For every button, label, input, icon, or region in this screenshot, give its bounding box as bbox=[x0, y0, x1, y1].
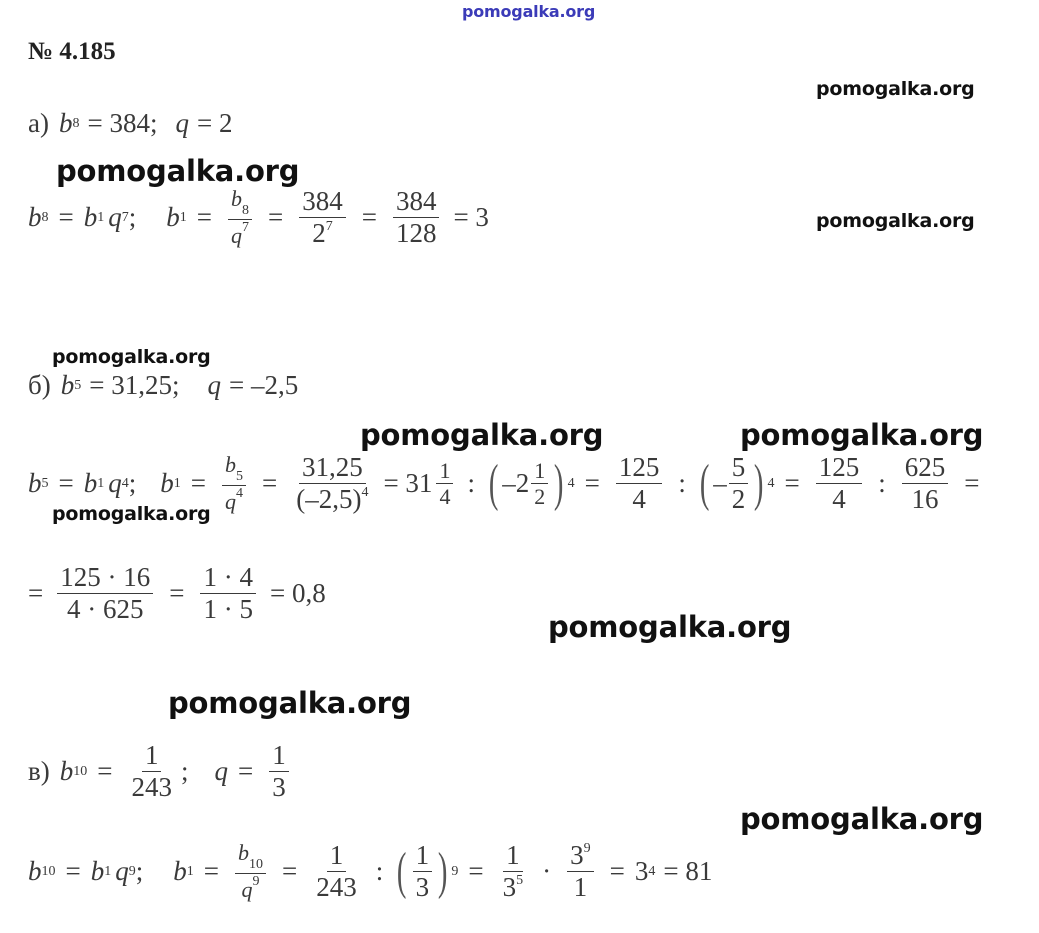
math-token: 5 bbox=[74, 377, 82, 393]
math-token bbox=[500, 872, 527, 903]
math-token: = bbox=[65, 856, 81, 887]
math-token: 8 bbox=[241, 203, 249, 219]
fraction bbox=[902, 452, 949, 515]
math-token: = bbox=[784, 468, 800, 499]
math-token bbox=[235, 840, 266, 874]
math-token: 31,25 bbox=[299, 452, 366, 484]
math-token: · bbox=[542, 856, 552, 887]
math-token: 16 bbox=[911, 484, 939, 515]
math-token: (–2,5) bbox=[296, 484, 362, 515]
math-token: 1 bbox=[186, 863, 194, 879]
part-label: б) bbox=[28, 370, 51, 400]
math-token: 7 bbox=[121, 209, 129, 225]
fraction bbox=[313, 840, 360, 903]
fraction bbox=[567, 840, 594, 903]
math-token bbox=[222, 452, 246, 486]
part-b-solution-continued bbox=[28, 562, 326, 625]
math-token: = bbox=[190, 468, 206, 499]
math-token: = 2 bbox=[196, 108, 233, 138]
math-token: 1 bbox=[503, 840, 523, 872]
math-token: = bbox=[361, 202, 377, 233]
math-token: q bbox=[175, 108, 189, 138]
math-token: 3 bbox=[272, 772, 286, 803]
math-token: = 81 bbox=[663, 856, 713, 887]
watermark: pomogalka.org bbox=[168, 686, 412, 720]
math-token: = bbox=[203, 856, 219, 887]
math-token: 4 bbox=[235, 486, 243, 502]
watermark: pomogalka.org bbox=[816, 78, 975, 100]
math-token: b bbox=[230, 186, 242, 212]
math-token: = –2,5 bbox=[228, 370, 299, 400]
math-token: 243 bbox=[131, 772, 172, 803]
fraction bbox=[729, 452, 749, 515]
math-token: 10 bbox=[248, 857, 263, 873]
math-token: 1 bbox=[142, 740, 162, 772]
math-token: 1 bbox=[104, 863, 112, 879]
math-token: q bbox=[108, 202, 122, 233]
math-token: ( bbox=[699, 454, 710, 512]
math-token: = bbox=[58, 202, 74, 233]
math-token: 2 bbox=[312, 218, 326, 249]
math-token: 1 bbox=[97, 209, 105, 225]
math-token: 3 bbox=[570, 840, 584, 870]
part-label: в) bbox=[28, 756, 50, 787]
part-label: а) bbox=[28, 108, 49, 138]
math-token: = bbox=[261, 468, 278, 499]
math-token: = bbox=[267, 202, 284, 233]
math-token: 1 · 5 bbox=[203, 594, 253, 625]
math-token: b bbox=[83, 202, 98, 233]
math-token: = bbox=[196, 202, 212, 233]
math-token: : bbox=[467, 468, 475, 499]
fraction bbox=[531, 458, 548, 510]
watermark: pomogalka.org bbox=[740, 418, 984, 452]
math-token: ; bbox=[128, 468, 137, 499]
math-token: 1 bbox=[173, 475, 181, 491]
math-token: b bbox=[90, 856, 105, 887]
math-token: 3 bbox=[502, 872, 517, 903]
math-token: q bbox=[214, 756, 228, 787]
fraction bbox=[293, 452, 371, 515]
math-token: – bbox=[713, 468, 727, 499]
math-token: 9 bbox=[451, 863, 459, 879]
problem-number: № 4.185 bbox=[28, 38, 116, 65]
math-token: 4 bbox=[121, 475, 129, 491]
math-token: ; bbox=[128, 202, 137, 233]
fraction bbox=[413, 840, 433, 903]
math-token: 9 bbox=[128, 863, 136, 879]
math-token: 1 bbox=[179, 209, 187, 225]
fraction bbox=[57, 562, 153, 625]
math-token: : bbox=[678, 468, 686, 499]
math-token: = bbox=[238, 756, 254, 787]
math-token: : bbox=[375, 856, 384, 887]
math-token: 7 bbox=[325, 219, 333, 235]
math-token: 4 bbox=[832, 484, 846, 515]
part-b-solution bbox=[28, 452, 990, 515]
math-token: 1 bbox=[413, 840, 433, 872]
math-token: b bbox=[59, 756, 74, 787]
math-token: 2 bbox=[731, 484, 746, 515]
math-token: q bbox=[224, 489, 236, 515]
math-token: 1 bbox=[327, 840, 347, 872]
fraction bbox=[436, 458, 453, 510]
math-token: ; bbox=[135, 856, 144, 887]
math-token: 2 bbox=[534, 484, 546, 510]
part-a-given bbox=[28, 108, 232, 139]
part-b-given bbox=[28, 370, 298, 401]
watermark: pomogalka.org bbox=[52, 503, 211, 525]
math-token bbox=[222, 486, 246, 514]
math-token: 10 bbox=[41, 863, 56, 879]
math-token: = 384; bbox=[87, 108, 158, 138]
math-token: 4 bbox=[567, 475, 575, 491]
math-token: ) bbox=[554, 454, 564, 512]
math-token: ) bbox=[437, 842, 448, 900]
math-token: = bbox=[468, 856, 484, 887]
math-token: 384 bbox=[299, 186, 346, 218]
math-token: = bbox=[28, 578, 44, 609]
math-token: b bbox=[28, 468, 42, 499]
math-token: 5 bbox=[235, 469, 243, 485]
math-token: q bbox=[108, 468, 122, 499]
math-token: = bbox=[58, 468, 74, 499]
math-token: : bbox=[878, 468, 886, 499]
math-token: 4 bbox=[361, 485, 369, 501]
math-token: 4 bbox=[439, 484, 451, 510]
watermark: pomogalka.org bbox=[816, 210, 975, 232]
math-token: 243 bbox=[316, 872, 357, 903]
math-token: 128 bbox=[395, 218, 437, 249]
watermark: pomogalka.org bbox=[360, 418, 604, 452]
math-token: 125 · 16 bbox=[57, 562, 153, 594]
fraction bbox=[500, 840, 527, 903]
math-token: b bbox=[83, 468, 98, 499]
math-token: 8 bbox=[41, 209, 49, 225]
math-token bbox=[228, 186, 252, 220]
math-token: = bbox=[609, 856, 625, 887]
math-token: 1 bbox=[269, 740, 289, 772]
math-token: 5 bbox=[41, 475, 49, 491]
math-token: 4 · 625 bbox=[66, 594, 144, 625]
math-token: = bbox=[97, 756, 113, 787]
fraction bbox=[393, 186, 440, 249]
math-token: 4 bbox=[648, 863, 656, 879]
math-token: ) bbox=[754, 454, 764, 512]
math-token bbox=[309, 218, 336, 249]
math-token: 5 bbox=[729, 452, 749, 484]
math-token: ( bbox=[488, 454, 499, 512]
fraction bbox=[222, 452, 246, 514]
math-token: 1 bbox=[436, 458, 453, 484]
math-token: = bbox=[584, 468, 600, 499]
math-token: b bbox=[60, 370, 75, 400]
math-token: q bbox=[230, 223, 242, 249]
math-token: 4 bbox=[767, 475, 775, 491]
math-token bbox=[228, 220, 252, 248]
math-token: 1 bbox=[531, 458, 548, 484]
math-token: ( bbox=[397, 842, 407, 900]
math-token: q bbox=[115, 856, 129, 887]
fraction bbox=[616, 452, 663, 515]
math-token: 9 bbox=[583, 841, 591, 856]
math-token: = 3 bbox=[453, 202, 489, 233]
math-token: q bbox=[241, 877, 253, 903]
math-token: b bbox=[237, 840, 249, 866]
math-token: 1 bbox=[573, 872, 588, 903]
fraction bbox=[269, 740, 289, 803]
math-token: 9 bbox=[252, 874, 260, 890]
fraction bbox=[128, 740, 175, 803]
math-token: b bbox=[160, 468, 174, 499]
math-token: = bbox=[281, 856, 298, 887]
math-token: = bbox=[964, 468, 980, 499]
math-token: 125 bbox=[816, 452, 863, 484]
math-token: b bbox=[173, 856, 187, 887]
math-token: –2 bbox=[502, 468, 530, 499]
part-a-solution bbox=[28, 186, 489, 249]
part-c-given bbox=[28, 740, 295, 803]
math-token: b bbox=[58, 108, 73, 138]
math-token: = 31,25; bbox=[89, 370, 180, 400]
fraction bbox=[816, 452, 863, 515]
fraction bbox=[228, 186, 252, 248]
math-token: b bbox=[224, 452, 236, 478]
part-c-solution bbox=[28, 840, 712, 903]
math-token bbox=[567, 840, 594, 872]
fraction bbox=[200, 562, 256, 625]
watermark: pomogalka.org bbox=[740, 802, 984, 836]
math-token: 4 bbox=[632, 484, 646, 515]
math-token: 7 bbox=[241, 220, 249, 236]
site-header-link[interactable]: pomogalka.org bbox=[462, 2, 596, 21]
math-token: 3 bbox=[415, 872, 430, 903]
watermark: pomogalka.org bbox=[52, 346, 211, 368]
math-token: ; bbox=[180, 756, 189, 787]
watermark: pomogalka.org bbox=[56, 154, 300, 188]
watermark: pomogalka.org bbox=[548, 610, 792, 644]
math-token: q bbox=[207, 370, 221, 400]
math-token: 5 bbox=[516, 873, 524, 889]
math-token: b bbox=[166, 202, 180, 233]
math-token bbox=[293, 484, 371, 515]
math-token: 3 bbox=[634, 856, 649, 887]
math-token: b bbox=[28, 856, 42, 887]
math-token: = 31 bbox=[383, 468, 433, 499]
fraction bbox=[299, 186, 346, 249]
math-token: b bbox=[28, 202, 42, 233]
math-token: 10 bbox=[73, 763, 88, 779]
math-token: 8 bbox=[72, 115, 80, 131]
math-token: 384 bbox=[393, 186, 440, 218]
math-token: = 0,8 bbox=[269, 578, 326, 609]
math-token: 125 bbox=[616, 452, 663, 484]
math-token: 1 · 4 bbox=[200, 562, 256, 594]
math-token bbox=[238, 874, 262, 902]
math-token: = bbox=[169, 578, 185, 609]
math-token: 625 bbox=[902, 452, 949, 484]
fraction bbox=[235, 840, 266, 902]
math-token: 1 bbox=[97, 475, 105, 491]
